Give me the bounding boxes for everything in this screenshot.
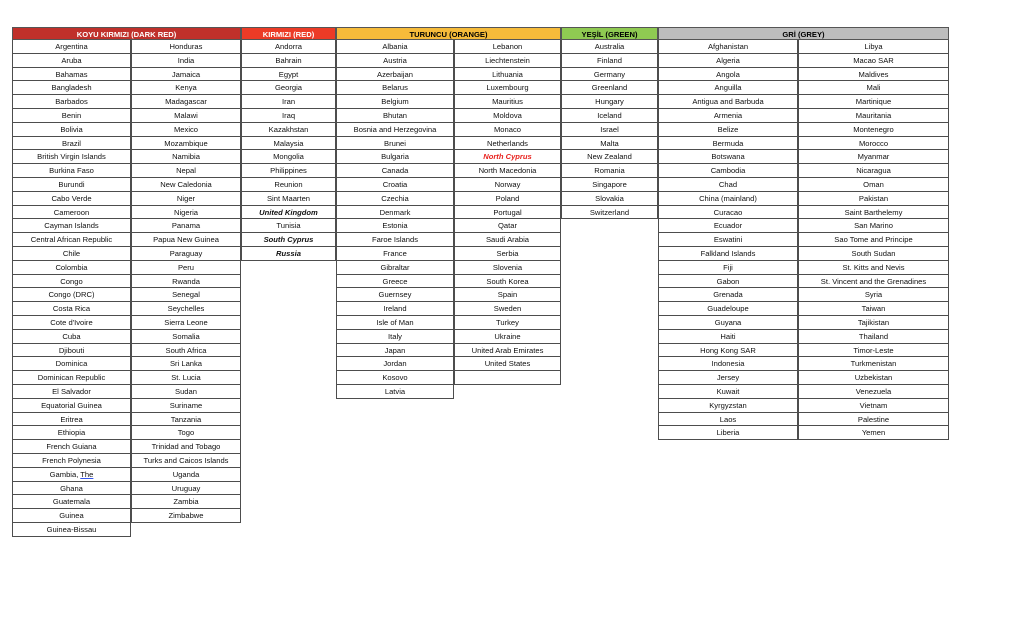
country-cell: Bahamas	[12, 68, 131, 82]
country-cell: Macao SAR	[798, 54, 949, 68]
country-cell: United Kingdom	[241, 206, 336, 220]
country-cell: Kenya	[131, 81, 241, 95]
country-cell: Hungary	[561, 95, 658, 109]
country-cell: Guatemala	[12, 495, 131, 509]
country-cell: Guinea	[12, 509, 131, 523]
country-cell: Martinique	[798, 95, 949, 109]
country-cell: Zimbabwe	[131, 509, 241, 523]
country-cell: Liechtenstein	[454, 54, 561, 68]
group-dark-red	[12, 27, 241, 537]
country-cell: Madagascar	[131, 95, 241, 109]
country-cell: North Cyprus	[454, 150, 561, 164]
country-cell: Chile	[12, 247, 131, 261]
country-cell: Isle of Man	[336, 316, 454, 330]
country-cell: India	[131, 54, 241, 68]
country-cell: San Marino	[798, 219, 949, 233]
country-cell: Jordan	[336, 357, 454, 371]
country-cell: Czechia	[336, 192, 454, 206]
country-cell: Bangladesh	[12, 81, 131, 95]
country-cell: Singapore	[561, 178, 658, 192]
country-cell: Pakistan	[798, 192, 949, 206]
country-cell: Tunisia	[241, 219, 336, 233]
country-cell: Rwanda	[131, 275, 241, 289]
country-cell: Hong Kong SAR	[658, 344, 798, 358]
country-cell: Honduras	[131, 40, 241, 54]
country-cell: South Sudan	[798, 247, 949, 261]
country-cell: St. Vincent and the Grenadines	[798, 275, 949, 289]
country-cell: Guadeloupe	[658, 302, 798, 316]
country-cell: Algeria	[658, 54, 798, 68]
country-cell: Poland	[454, 192, 561, 206]
country-cell: Norway	[454, 178, 561, 192]
country-cell: Aruba	[12, 54, 131, 68]
country-cell: French Polynesia	[12, 454, 131, 468]
country-cell: Djibouti	[12, 344, 131, 358]
country-cell: Kuwait	[658, 385, 798, 399]
country-cell: Cameroon	[12, 206, 131, 220]
country-cell: Namibia	[131, 150, 241, 164]
country-cell: Bahrain	[241, 54, 336, 68]
country-cell: Slovakia	[561, 192, 658, 206]
country-cell: Ecuador	[658, 219, 798, 233]
country-cell: Serbia	[454, 247, 561, 261]
group-header: TURUNCU (ORANGE)	[336, 27, 561, 40]
column-1	[241, 40, 336, 261]
country-cell: Sint Maarten	[241, 192, 336, 206]
country-cell: South Korea	[454, 275, 561, 289]
country-cell: Trinidad and Tobago	[131, 440, 241, 454]
country-cell: Egypt	[241, 68, 336, 82]
country-cell: China (mainland)	[658, 192, 798, 206]
country-cell: Saint Barthelemy	[798, 206, 949, 220]
country-cell: Laos	[658, 413, 798, 427]
country-cell: Suriname	[131, 399, 241, 413]
country-cell: Curacao	[658, 206, 798, 220]
country-cell: Malta	[561, 137, 658, 151]
country-cell: Congo (DRC)	[12, 288, 131, 302]
country-cell: Sweden	[454, 302, 561, 316]
country-cell: Eritrea	[12, 413, 131, 427]
country-cell: Montenegro	[798, 123, 949, 137]
country-cell: Cayman Islands	[12, 219, 131, 233]
country-cell: Uganda	[131, 468, 241, 482]
country-cell: Angola	[658, 68, 798, 82]
country-cell: Israel	[561, 123, 658, 137]
group-red	[241, 27, 336, 261]
country-cell: Brunei	[336, 137, 454, 151]
country-cell: Finland	[561, 54, 658, 68]
country-cell: Turks and Caicos Islands	[131, 454, 241, 468]
country-cell: Gibraltar	[336, 261, 454, 275]
country-cell: Dominican Republic	[12, 371, 131, 385]
country-cell: Uzbekistan	[798, 371, 949, 385]
country-cell: St. Lucia	[131, 371, 241, 385]
country-cell: Burkina Faso	[12, 164, 131, 178]
country-cell: Mongolia	[241, 150, 336, 164]
column-1	[561, 40, 658, 219]
column-2	[454, 40, 561, 399]
country-cell: British Virgin Islands	[12, 150, 131, 164]
country-cell: Grenada	[658, 288, 798, 302]
country-cell: Benin	[12, 109, 131, 123]
country-cell: Dominica	[12, 357, 131, 371]
country-cell: Denmark	[336, 206, 454, 220]
country-cell: Iran	[241, 95, 336, 109]
country-cell: Colombia	[12, 261, 131, 275]
country-cell: Spain	[454, 288, 561, 302]
column-1	[12, 40, 131, 537]
country-cell: Reunion	[241, 178, 336, 192]
country-cell: Haiti	[658, 330, 798, 344]
country-cell: Faroe Islands	[336, 233, 454, 247]
country-cell: Indonesia	[658, 357, 798, 371]
country-cell: Papua New Guinea	[131, 233, 241, 247]
country-cell: South Cyprus	[241, 233, 336, 247]
country-cell: Latvia	[336, 385, 454, 399]
country-cell: Yemen	[798, 426, 949, 440]
country-cell: Portugal	[454, 206, 561, 220]
country-cell: Jersey	[658, 371, 798, 385]
country-cell: Bosnia and Herzegovina	[336, 123, 454, 137]
country-cell: Luxembourg	[454, 81, 561, 95]
country-cell: Myanmar	[798, 150, 949, 164]
country-cell: Libya	[798, 40, 949, 54]
country-cell: Belize	[658, 123, 798, 137]
country-cell: Sao Tome and Principe	[798, 233, 949, 247]
country-cell: Malawi	[131, 109, 241, 123]
country-cell: Central African Republic	[12, 233, 131, 247]
country-cell: Iraq	[241, 109, 336, 123]
country-cell: Guyana	[658, 316, 798, 330]
country-cell: Brazil	[12, 137, 131, 151]
country-cell: Turkmenistan	[798, 357, 949, 371]
country-cell: Congo	[12, 275, 131, 289]
country-cell: Ukraine	[454, 330, 561, 344]
country-cell: Tanzania	[131, 413, 241, 427]
country-cell: Sri Lanka	[131, 357, 241, 371]
country-cell: Panama	[131, 219, 241, 233]
country-cell: Kosovo	[336, 371, 454, 385]
country-cell: Maldives	[798, 68, 949, 82]
country-cell: Syria	[798, 288, 949, 302]
country-cell: Philippines	[241, 164, 336, 178]
country-cell: Togo	[131, 426, 241, 440]
country-cell: Japan	[336, 344, 454, 358]
country-cell: Ethiopia	[12, 426, 131, 440]
country-cell: Peru	[131, 261, 241, 275]
country-cell: Eswatini	[658, 233, 798, 247]
country-cell: Croatia	[336, 178, 454, 192]
country-cell: Albania	[336, 40, 454, 54]
country-cell: Bolivia	[12, 123, 131, 137]
country-cell: Slovenia	[454, 261, 561, 275]
country-cell: France	[336, 247, 454, 261]
country-cell: Cambodia	[658, 164, 798, 178]
country-cell: Chad	[658, 178, 798, 192]
country-cell: Italy	[336, 330, 454, 344]
country-cell: Venezuela	[798, 385, 949, 399]
country-cell: Canada	[336, 164, 454, 178]
country-cell: Bhutan	[336, 109, 454, 123]
country-cell	[454, 371, 561, 385]
column-1	[658, 40, 798, 440]
column-2	[798, 40, 949, 440]
country-cell: Niger	[131, 192, 241, 206]
country-cell: Mauritius	[454, 95, 561, 109]
country-cell: Afghanistan	[658, 40, 798, 54]
country-cell: Mozambique	[131, 137, 241, 151]
country-cell: Mexico	[131, 123, 241, 137]
country-cell: Andorra	[241, 40, 336, 54]
country-cell: Antigua and Barbuda	[658, 95, 798, 109]
country-cell: Palestine	[798, 413, 949, 427]
country-cell: Cote d'Ivoire	[12, 316, 131, 330]
country-cell: Senegal	[131, 288, 241, 302]
country-cell: Iceland	[561, 109, 658, 123]
country-cell: French Guiana	[12, 440, 131, 454]
group-header: GRİ (GREY)	[658, 27, 949, 40]
country-cell: Armenia	[658, 109, 798, 123]
country-cell: Georgia	[241, 81, 336, 95]
group-header: YEŞİL (GREEN)	[561, 27, 658, 40]
country-cell: Botswana	[658, 150, 798, 164]
country-cell: New Caledonia	[131, 178, 241, 192]
country-cell: Timor-Leste	[798, 344, 949, 358]
group-grey	[658, 27, 949, 440]
country-cell: Greece	[336, 275, 454, 289]
country-cell: Romania	[561, 164, 658, 178]
country-cell: Netherlands	[454, 137, 561, 151]
column-1	[336, 40, 454, 399]
group-header: KIRMIZI (RED)	[241, 27, 336, 40]
country-cell: Kyrgyzstan	[658, 399, 798, 413]
country-cell: Lebanon	[454, 40, 561, 54]
country-cell: Zambia	[131, 495, 241, 509]
country-cell: Guernsey	[336, 288, 454, 302]
country-cell: Argentina	[12, 40, 131, 54]
country-cell: Fiji	[658, 261, 798, 275]
country-cell: Gabon	[658, 275, 798, 289]
country-cell: Oman	[798, 178, 949, 192]
country-cell: Jamaica	[131, 68, 241, 82]
group-header: KOYU KIRMIZI (DARK RED)	[12, 27, 241, 40]
country-cell: Australia	[561, 40, 658, 54]
country-cell: United Arab Emirates	[454, 344, 561, 358]
country-cell: United States	[454, 357, 561, 371]
country-cell: Guinea-Bissau	[12, 523, 131, 537]
country-cell: Azerbaijan	[336, 68, 454, 82]
country-cell: Qatar	[454, 219, 561, 233]
country-cell: Gambia, The	[12, 468, 131, 482]
country-cell: Vietnam	[798, 399, 949, 413]
country-cell: Nigeria	[131, 206, 241, 220]
country-cell: Thailand	[798, 330, 949, 344]
country-cell: Tajikistan	[798, 316, 949, 330]
country-cell: Saudi Arabia	[454, 233, 561, 247]
country-cell: Bermuda	[658, 137, 798, 151]
country-cell: Liberia	[658, 426, 798, 440]
country-cell: Mali	[798, 81, 949, 95]
country-cell: Monaco	[454, 123, 561, 137]
country-cell: Seychelles	[131, 302, 241, 316]
country-cell: Turkey	[454, 316, 561, 330]
country-cell: Costa Rica	[12, 302, 131, 316]
country-cell: South Africa	[131, 344, 241, 358]
column-2	[131, 40, 241, 537]
country-cell: Lithuania	[454, 68, 561, 82]
country-cell: Nepal	[131, 164, 241, 178]
country-cell: Ghana	[12, 482, 131, 496]
country-cell: Malaysia	[241, 137, 336, 151]
country-cell: Germany	[561, 68, 658, 82]
country-cell: New Zealand	[561, 150, 658, 164]
country-cell: Estonia	[336, 219, 454, 233]
country-cell: Sudan	[131, 385, 241, 399]
country-cell: Burundi	[12, 178, 131, 192]
country-cell: Belarus	[336, 81, 454, 95]
country-cell: Austria	[336, 54, 454, 68]
country-cell: Anguilla	[658, 81, 798, 95]
country-cell: Belgium	[336, 95, 454, 109]
country-cell: Cabo Verde	[12, 192, 131, 206]
country-cell: Greenland	[561, 81, 658, 95]
country-cell: El Salvador	[12, 385, 131, 399]
group-green	[561, 27, 658, 219]
country-cell: Paraguay	[131, 247, 241, 261]
country-cell: Nicaragua	[798, 164, 949, 178]
country-cell: Falkland Islands	[658, 247, 798, 261]
country-cell: St. Kitts and Nevis	[798, 261, 949, 275]
group-orange	[336, 27, 561, 399]
country-cell: Russia	[241, 247, 336, 261]
country-cell: Morocco	[798, 137, 949, 151]
country-cell: Equatorial Guinea	[12, 399, 131, 413]
country-cell: Kazakhstan	[241, 123, 336, 137]
country-cell: Bulgaria	[336, 150, 454, 164]
country-cell: Barbados	[12, 95, 131, 109]
country-cell: Sierra Leone	[131, 316, 241, 330]
country-cell: Cuba	[12, 330, 131, 344]
country-cell: North Macedonia	[454, 164, 561, 178]
country-cell: Taiwan	[798, 302, 949, 316]
country-cell: Moldova	[454, 109, 561, 123]
country-cell: Switzerland	[561, 206, 658, 220]
country-cell: Uruguay	[131, 482, 241, 496]
country-cell: Somalia	[131, 330, 241, 344]
country-cell: Ireland	[336, 302, 454, 316]
country-cell: Mauritania	[798, 109, 949, 123]
